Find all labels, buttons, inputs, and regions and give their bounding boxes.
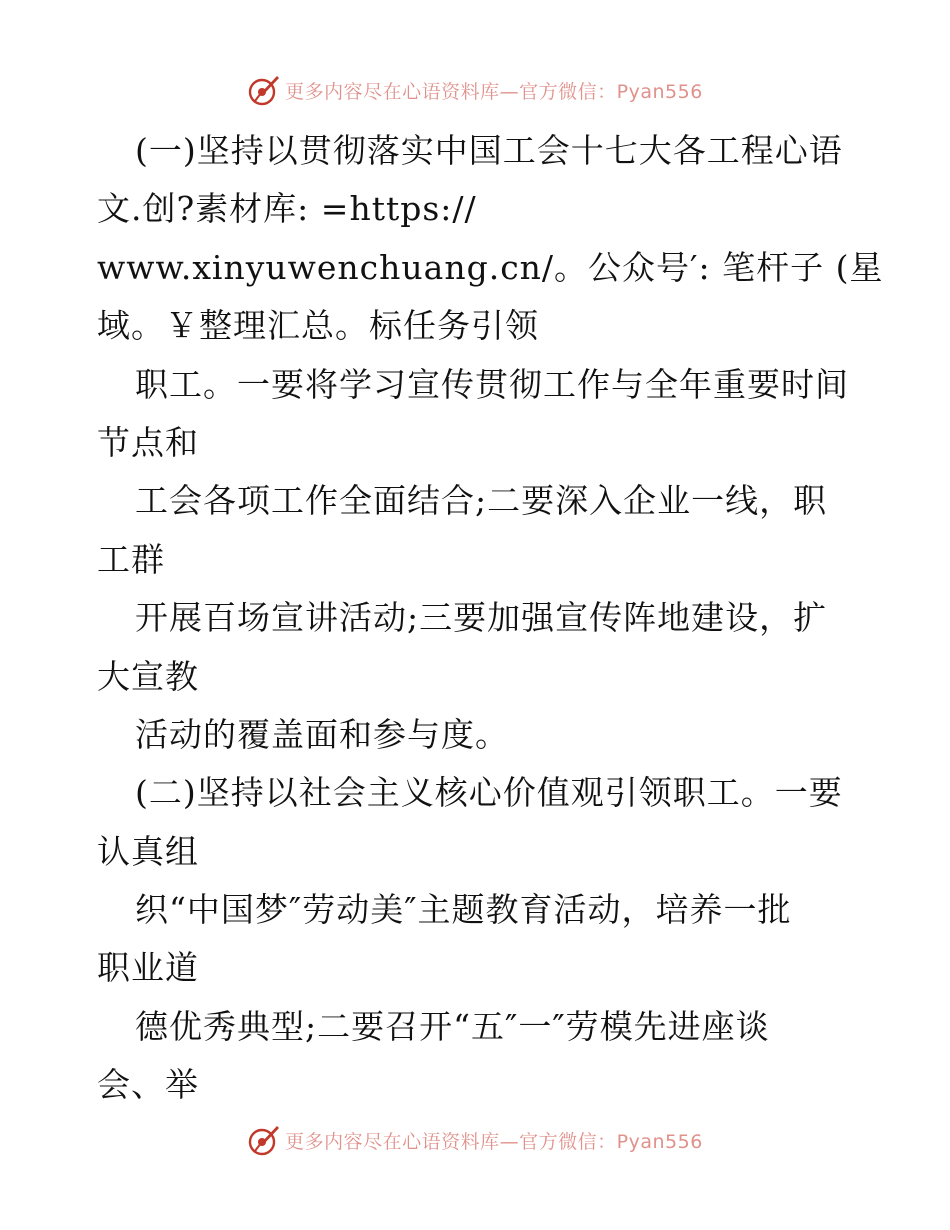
text-line: 文.创?素材库: =https:// xyxy=(97,189,477,229)
text-line: 大宣教 xyxy=(97,656,199,696)
footer-banner-text: 更多内容尽在心语资料库—官方微信：Pyan556 xyxy=(285,1130,703,1153)
text-line: 职业道 xyxy=(97,948,199,988)
quill-logo-icon xyxy=(247,73,281,107)
footer-banner xyxy=(0,1120,950,1160)
text-line: 会、举 xyxy=(97,1065,199,1105)
text-line: 节点和 xyxy=(97,422,199,462)
text-line: 职工。一要将学习宣传贯彻工作与全年重要时间 xyxy=(135,364,849,404)
document-body xyxy=(97,122,884,1115)
text-line: 织“中国梦″劳动美″主题教育活动，培养一批 xyxy=(135,890,792,930)
header-banner xyxy=(0,70,950,110)
text-line: 工会各项工作全面结合;二要深入企业一线，职 xyxy=(135,481,828,521)
text-line: www.xinyuwenchuang.cn/。公众号′: 笔杆子 (星 xyxy=(97,247,884,287)
text-line: 域。￥整理汇总。标任务引领 xyxy=(97,306,539,346)
text-line: 开展百场宣讲活动;三要加强宣传阵地建设，扩 xyxy=(135,598,828,638)
header-banner-text: 更多内容尽在心语资料库—官方微信：Pyan556 xyxy=(285,80,703,103)
text-line: (一)坚持以贯彻落实中国工会十七大各工程心语 xyxy=(135,131,843,170)
text-line: 认真组 xyxy=(97,831,199,871)
text-line: 工群 xyxy=(97,539,165,579)
text-line: 活动的覆盖面和参与度。 xyxy=(135,714,509,754)
text-line: 德优秀典型;二要召开“五″一″劳模先进座谈 xyxy=(135,1006,770,1046)
text-line: (二)坚持以社会主义核心价值观引领职工。一要 xyxy=(135,773,843,813)
quill-logo-icon xyxy=(247,1123,281,1157)
